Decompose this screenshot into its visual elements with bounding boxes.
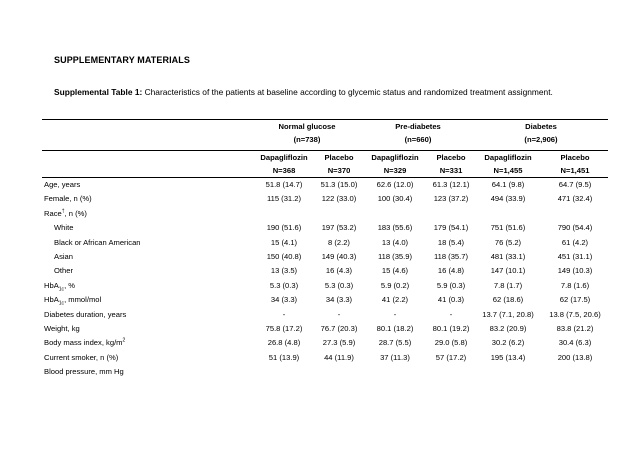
arm-name-row	[42, 151, 608, 165]
table-cell: 118 (35.9)	[377, 252, 413, 262]
group-count-pre-diabetes: (n=660)	[404, 135, 432, 144]
table-body	[42, 178, 608, 380]
table-cell: 100 (30.4)	[377, 194, 413, 204]
group-count-normal-glucose: (n=738)	[293, 135, 321, 144]
arm-header: Dapagliflozin	[371, 153, 419, 162]
table-cell: 200 (13.8)	[557, 352, 593, 362]
table-row	[42, 279, 608, 293]
baseline-characteristics-table	[42, 119, 608, 380]
table-cell: -	[449, 309, 453, 319]
table-cell: 15 (4.1)	[270, 237, 298, 247]
table-cell: 122 (33.0)	[321, 194, 357, 204]
table-cell: 790 (54.4)	[557, 223, 593, 233]
table-cell: 150 (40.8)	[266, 252, 302, 262]
table-cell: 195 (13.4)	[490, 352, 526, 362]
table-cell: 183 (55.6)	[377, 223, 413, 233]
table-row	[42, 336, 608, 350]
table-caption-text: Characteristics of the patients at baseline according to glycemic status and randomized treatment assignment.	[144, 87, 553, 97]
header-corner	[42, 120, 252, 134]
table-cell: 83.2 (20.9)	[489, 324, 527, 334]
table-cell: 37 (11.3)	[380, 352, 410, 362]
arm-count: N=1,455	[474, 164, 542, 178]
table-cell: 18 (5.4)	[437, 237, 465, 247]
row-label: Body mass index, $kg/m^2$	[44, 337, 126, 348]
table-caption-label: Supplemental Table 1:	[54, 87, 143, 97]
table-cell: 27.3 (5.9)	[322, 338, 356, 348]
table-cell: 80.1 (18.2)	[376, 324, 414, 334]
table-cell	[474, 365, 542, 379]
arm-count: N=368	[252, 164, 316, 178]
page-heading: SUPPLEMENTARY MATERIALS	[54, 55, 190, 65]
table-row	[42, 365, 608, 379]
table-cell: 61.3 (12.1)	[432, 180, 470, 189]
arm-count-row	[42, 164, 608, 178]
table-cell: 147 (10.1)	[490, 266, 526, 276]
table-cell: 30.4 (6.3)	[558, 338, 592, 348]
row-label: HbA$_{1c}$, mmol/mol	[44, 295, 102, 307]
table-caption	[54, 84, 594, 101]
table-cell	[316, 207, 362, 221]
arm-header: Dapagliflozin	[484, 153, 532, 162]
table-cell: 16 (4.3)	[325, 266, 353, 276]
table-cell: 5.3 (0.3)	[324, 280, 354, 290]
table-cell: 62.6 (12.0)	[376, 180, 414, 189]
table-cell: 62 (17.5)	[559, 295, 591, 305]
table-cell: 16 (4.8)	[437, 266, 465, 276]
arm-count: N=1,451	[542, 164, 608, 178]
table-cell	[428, 365, 474, 379]
table-cell: 13.8 (7.5, 20.6)	[549, 309, 601, 319]
table-row	[42, 293, 608, 307]
table-cell: 61 (4.2)	[561, 237, 589, 247]
group-header-normal-glucose: Normal glucose	[252, 120, 362, 134]
group-header-pre-diabetes: Pre-diabetes	[362, 120, 474, 134]
row-label: Asian	[54, 252, 73, 262]
table-cell: 13.7 (7.1, 20.8)	[482, 309, 534, 319]
group-count-row	[42, 133, 608, 146]
table-cell: 80.1 (19.2)	[432, 324, 470, 334]
table-row	[42, 351, 608, 365]
table-cell: 76.7 (20.3)	[320, 324, 358, 334]
table-cell: 41 (2.2)	[381, 295, 409, 305]
table-cell: 5.9 (0.3)	[436, 280, 466, 290]
table-cell: 7.8 (1.6)	[560, 280, 590, 290]
table-cell: 197 (53.2)	[321, 223, 357, 233]
table-cell	[252, 365, 316, 379]
table-cell: 7.8 (1.7)	[493, 280, 523, 290]
arm-header: Placebo	[436, 153, 466, 162]
table-row	[42, 236, 608, 250]
table-cell	[252, 207, 316, 221]
table-cell: 28.7 (5.5)	[378, 338, 412, 348]
row-label: Diabetes duration, years	[44, 309, 127, 319]
table-cell: 179 (54.1)	[433, 223, 469, 233]
table-cell	[316, 365, 362, 379]
table-cell	[362, 207, 428, 221]
row-label: Age, years	[44, 180, 81, 189]
arm-count: N=331	[428, 164, 474, 178]
table-cell: 26.8 (4.8)	[267, 338, 301, 348]
row-label: Current smoker, n (%)	[44, 352, 119, 362]
row-label: Blood pressure, mm Hg	[44, 367, 124, 377]
table-cell: 13 (3.5)	[270, 266, 298, 276]
row-label: White	[54, 223, 74, 233]
arm-count: N=370	[316, 164, 362, 178]
table-cell: 13 (4.0)	[381, 237, 409, 247]
table-cell: 118 (35.7)	[433, 252, 469, 262]
table-cell	[542, 365, 608, 379]
table-row	[42, 192, 608, 206]
table-cell: 471 (32.4)	[557, 194, 593, 204]
table-cell: 57 (17.2)	[435, 352, 467, 362]
table-cell: 115 (31.2)	[266, 194, 302, 204]
table-cell: 8 (2.2)	[328, 237, 350, 247]
arm-header: Placebo	[560, 153, 590, 162]
table-cell: 29.0 (5.8)	[434, 338, 468, 348]
table-row	[42, 207, 608, 221]
group-count-diabetes: (n=2,906)	[524, 135, 558, 144]
table-row	[42, 221, 608, 235]
arm-count: N=329	[362, 164, 428, 178]
table-cell	[542, 207, 608, 221]
table-row	[42, 178, 608, 193]
table-cell: 83.8 (21.2)	[556, 324, 594, 334]
table-cell: 481 (33.1)	[490, 252, 526, 262]
row-label: Race†, n (%)	[44, 208, 87, 218]
row-label: Black or African American	[54, 237, 141, 247]
table-cell: 51.3 (15.0)	[320, 180, 358, 189]
row-label: Other	[54, 266, 73, 276]
table-cell: 190 (51.6)	[266, 223, 302, 233]
table-cell: 751 (51.6)	[490, 223, 526, 233]
table-cell	[474, 207, 542, 221]
table-cell: 62 (18.6)	[492, 295, 524, 305]
table-cell: 34 (3.3)	[325, 295, 353, 305]
arm-header: Dapagliflozin	[260, 153, 308, 162]
table-row	[42, 250, 608, 264]
table-cell: 76 (5.2)	[494, 237, 522, 247]
table-cell: 64.7 (9.5)	[558, 180, 592, 189]
table-cell: 34 (3.3)	[270, 295, 298, 305]
table-cell: 451 (31.1)	[557, 252, 593, 262]
group-header-diabetes: Diabetes	[474, 120, 608, 134]
table-cell: 123 (37.2)	[433, 194, 469, 204]
table-cell: 5.3 (0.3)	[269, 280, 299, 290]
row-label: HbA$_{1c}$, %	[44, 280, 76, 293]
table-cell: 64.1 (9.8)	[491, 180, 525, 189]
group-name-row	[42, 120, 608, 134]
row-label: Weight, kg	[44, 324, 80, 334]
table-cell	[362, 365, 428, 379]
table-cell: -	[282, 309, 286, 319]
table-cell: 44 (11.9)	[324, 352, 354, 362]
table-cell: 41 (0.3)	[437, 295, 465, 305]
table-cell: 30.2 (6.2)	[491, 338, 525, 348]
table-cell: 149 (10.3)	[557, 266, 593, 276]
table-cell: 149 (40.3)	[321, 252, 357, 262]
row-label: Female, n (%)	[44, 194, 92, 204]
table-cell: -	[393, 309, 397, 319]
table-row	[42, 308, 608, 322]
table-cell: 51.8 (14.7)	[265, 180, 303, 189]
table-row	[42, 264, 608, 278]
table-cell: 51 (13.9)	[268, 352, 300, 362]
table-cell: 15 (4.6)	[381, 266, 409, 276]
table-cell: 494 (33.9)	[490, 194, 526, 204]
arm-header: Placebo	[324, 153, 354, 162]
table-cell: 75.8 (17.2)	[265, 324, 303, 334]
table-cell: -	[337, 309, 341, 319]
table-row	[42, 322, 608, 336]
table-cell: 5.9 (0.2)	[380, 280, 410, 290]
table-cell	[428, 207, 474, 221]
